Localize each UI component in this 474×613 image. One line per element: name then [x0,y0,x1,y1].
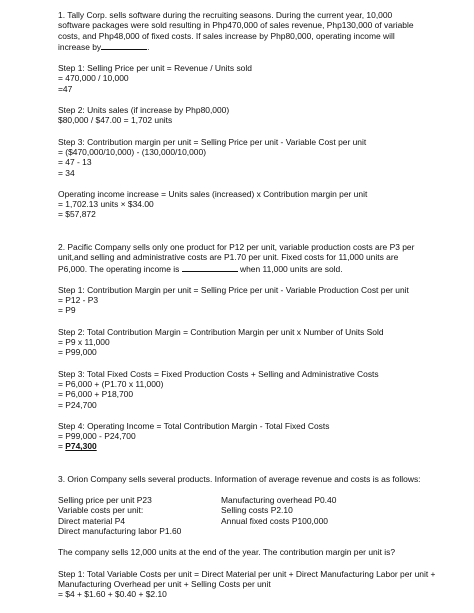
cost-info-right [221,495,421,536]
step-heading: Step 2: Units sales (if increase by Php80,000) [58,105,230,116]
step-line: = P6,000 + P18,700 [58,389,134,400]
problem-3-intro: 3. Orion Company sells several products. Information of average revenue and costs is as follows: [58,473,421,484]
answer-blank [182,263,238,272]
step-line: = $4 + $1.60 + $0.40 + $2.10 [58,589,167,600]
step-heading: Step 1: Total Variable Costs per unit = Direct Material per unit + Direct Manufacturing Labor per unit + [58,568,436,579]
problem-1-intro-last [58,41,428,52]
cost-item: Variable costs per unit: [58,505,144,516]
step-line: = 470,000 / 10,000 [58,73,129,84]
problem-1-intro-line: software packages were sold resulting in Php470,000 of sales revenue, Php130,000 of variable [58,20,414,31]
step-heading: Step 2: Total Contribution Margin = Contribution Margin per unit x Number of Units Sold [58,326,384,337]
cost-item: Direct material P4 [58,515,126,526]
problem-2-intro-line: 2. Pacific Company sells only one product for P12 per unit, variable production costs are P3 per [58,241,415,252]
intro-text: . [147,41,150,52]
step-line: = P9 [58,305,76,316]
step-line: =47 [58,83,73,94]
step-line: = 1,702.13 units × $34.00 [58,199,154,210]
step-line: = P12 - P3 [58,295,99,306]
step-heading: Step 1: Selling Price per unit = Revenue / Units sold [58,63,252,74]
step-line: = 47 - 13 [58,157,92,168]
cost-item: Selling price per unit P23 [58,495,152,506]
problem-1-intro-line: costs, and Php48,000 of fixed costs. If sales increase by Php80,000, operating income will [58,30,395,41]
problem-1-intro-line: 1. Tally Corp. sells software during the recruiting seasons. During the current year, 10,000 [58,10,393,20]
step-line: = P24,700 [58,399,97,410]
step-heading: Step 3: Total Fixed Costs = Fixed Production Costs + Selling and Administrative Costs [58,368,379,379]
step-line: $80,000 / $47.00 = 1,702 units [58,115,173,126]
step-line: Manufacturing Overhead per unit + Selling Costs per unit [58,578,271,589]
final-answer: P74,300 [65,441,97,452]
step-heading: Operating income increase = Units sales (increased) x Contribution margin per unit [58,188,368,199]
step-line: = 34 [58,167,75,178]
step-line: = P99,000 [58,347,97,358]
problem-3 [58,473,436,600]
answer-blank [101,41,150,52]
step-line: = P6,000 + (P1.70 x 11,000) [58,378,164,389]
problem-1 [58,10,428,220]
problem-2 [58,242,428,452]
step-line: = ($470,000/10,000) - (130,000/10,000) [58,146,207,157]
cost-item: Selling costs P2.10 [221,505,293,516]
document-page [58,10,436,600]
intro-text: when 11,000 units are sold. [237,263,343,274]
step-heading: Step 3: Contribution margin per unit = Selling Price per unit - Variable Cost per unit [58,136,367,147]
intro-text: P6,000. The operating income is [58,263,182,274]
cost-item: Annual fixed costs P100,000 [221,515,328,526]
problem-2-intro-last [58,263,428,274]
cost-item: Direct manufacturing labor P1.60 [58,526,182,537]
step-heading: Step 4: Operating Income = Total Contribution Margin - Total Fixed Costs [58,420,330,431]
problem-2-intro-line: unit,and selling and administrative costs are P1.70 per unit. Fixed costs for 11,000 units are [58,252,399,263]
step-heading: Step 1: Contribution Margin per unit = Selling Price per unit - Variable Production Cost per unit [58,284,409,295]
intro-text: increase by [58,41,102,52]
step-line: = P99,000 - P24,700 [58,431,136,442]
problem-3-question: The company sells 12,000 units at the end of the year. The contribution margin per unit is? [58,547,396,558]
step-line: = $57,872 [58,209,96,220]
answer-prefix: = [58,441,66,452]
step-line: = P9 x 11,000 [58,337,110,348]
cost-info-columns [58,495,428,536]
final-answer-line [58,441,428,451]
cost-info-left [58,495,221,536]
cost-item: Manufacturing overhead P0.40 [221,495,337,506]
